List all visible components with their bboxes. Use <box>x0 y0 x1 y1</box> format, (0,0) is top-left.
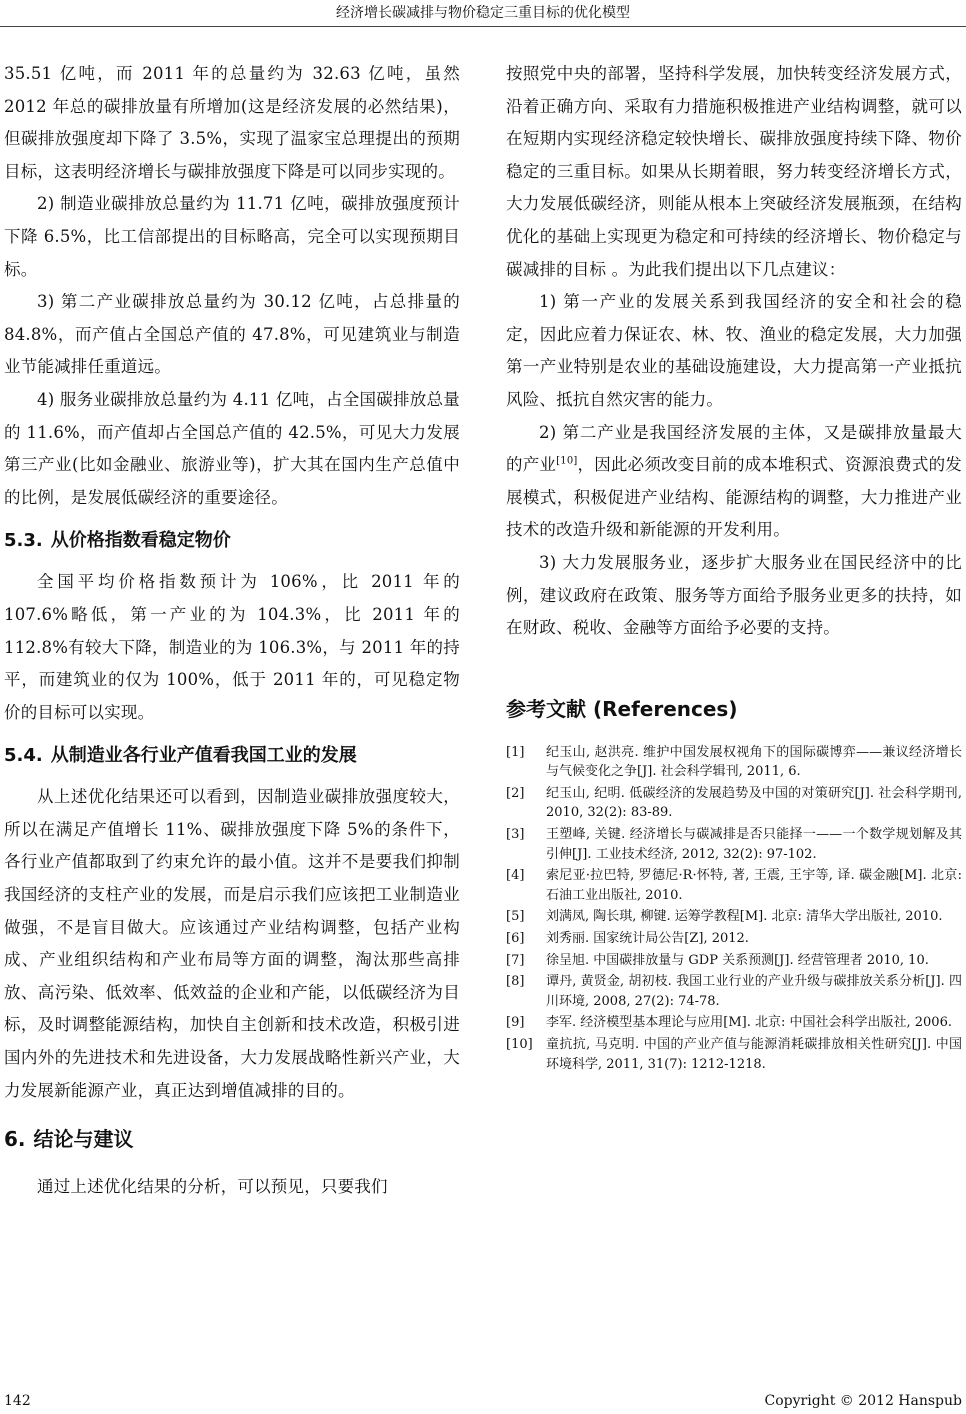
paragraph-recommendation-3: 3) 大力发展服务业，逐步扩大服务业在国民经济中的比例，建议政府在政策、服务等方面给予服务业更多的扶持，如在财政、税收、金融等方面给予必要的支持。 <box>506 552 962 638</box>
reference-text: 王塑峰, 关键. 经济增长与碳减排是否只能择一——一个数学规划解及其引伸[J]. 工业技术经济, 2012, 32(2): 97-102. <box>546 827 962 862</box>
paragraph-item-2: 2) 制造业碳排放总量约为 11.71 亿吨，碳排放强度预计下降 6.5%，比工信部提出的目标略高，完全可以实现预期目标。 <box>4 194 460 279</box>
section-number: 5.4. <box>4 745 43 767</box>
reference-item <box>506 951 962 971</box>
reference-text: 李军. 经济模型基本理论与应用[M]. 北京: 中国社会科学出版社, 2006. <box>546 1015 952 1031</box>
section-5-4-heading <box>4 743 460 769</box>
reference-number: [3] <box>506 827 525 843</box>
paragraph-continued: 按照党中央的部署，坚持科学发展，加快转变经济发展方式，沿着正确方向、采取有力措施积极推进产业结构调整，就可以在短期内实现经济稳定较快增长、碳排放强度持续下降、物价稳定的三重目标。如果从长期着眼，努力转变经济增长方式，大力发展低碳经济，则能从根本上突破经济发展瓶颈，在结构优化的基础上实现更为稳定和可持续的经济增长、物价稳定与碳减排的目标 。为此我们提出以下几点建议： <box>506 64 962 279</box>
section-5-3-heading <box>4 528 460 554</box>
citation-link[interactable]: [10] <box>556 455 578 467</box>
reference-number: [1] <box>506 744 525 760</box>
reference-item <box>506 825 962 864</box>
reference-item <box>506 929 962 949</box>
reference-number: [2] <box>506 785 525 801</box>
section-number: 6. <box>4 1127 26 1152</box>
section-title: 从价格指数看稳定物价 <box>50 530 231 552</box>
paragraph-section-5-3: 全国平均价格指数预计为 106%，比 2011 年的 107.6%略低，第一产业的为 104.3%，比 2011 年的 112.8%有较大下降，制造业的为 106.3%，与 2011 年的持平，而建筑业的仅为 100%，低于 2011 年的，可见稳定物价的目标可以实现。 <box>4 572 460 722</box>
paragraph-recommendation-2 <box>506 417 962 547</box>
references-list <box>506 743 962 1075</box>
page-number: 142 <box>4 1393 31 1409</box>
right-column <box>506 58 962 1076</box>
reference-text: 索尼亚·拉巴特, 罗德尼·R·怀特, 著, 王震, 王宇等, 译. 碳金融[M]. 北京: 石油工业出版社, 2010. <box>546 868 962 903</box>
recommendation-2-text-a: 2) 第二产业是我国经济发展的主体，又是碳排放量最大的产业 <box>506 422 962 475</box>
reference-item <box>506 972 962 1011</box>
references-heading: 参考文献 (References) <box>506 696 738 721</box>
reference-number: [7] <box>506 952 525 968</box>
reference-text: 徐呈旭. 中国碳排放量与 GDP 关系预测[J]. 经营管理者 2010, 10. <box>546 952 929 968</box>
reference-number: [4] <box>506 868 525 884</box>
paragraph-recommendation-1: 1) 第一产业的发展关系到我国经济的安全和社会的稳定，因此应着力保证农、林、牧、渔业的稳定发展，大力加强第一产业特别是农业的基础设施建设，大力提高第一产业抵抗风险、抵抗自然灾害的能力。 <box>506 292 962 409</box>
recommendation-2-text-b: ，因此必须改变目前的成本堆积式、资源浪费式的发展模式，积极促进产业结构、能源结构的调整，大力推进产业技术的改造升级和新能源的开发利用。 <box>506 455 962 540</box>
reference-text: 童抗抗, 马克明. 中国的产业产值与能源消耗碳排放相关性研究[J]. 中国环境科学, 2011, 31(7): 1212-1218. <box>546 1037 962 1072</box>
reference-text: 纪玉山, 赵洪亮. 维护中国发展权视角下的国际碳博弈——兼议经济增长与气候变化之争[J]. 社会科学辑刊, 2011, 6. <box>546 744 962 780</box>
reference-number: [10] <box>506 1037 533 1052</box>
reference-number: [9] <box>506 1015 525 1031</box>
section-title: 从制造业各行业产值看我国工业的发展 <box>50 745 357 767</box>
section-6-heading <box>4 1125 460 1153</box>
reference-text: 谭丹, 黄贤金, 胡初枝. 我国工业行业的产业升级与碳排放关系分析[J]. 四川环境, 2008, 27(2): 74-78. <box>546 974 962 1009</box>
section-number: 5.3. <box>4 530 43 552</box>
reference-text: 刘秀丽. 国家统计局公告[Z], 2012. <box>546 931 749 947</box>
left-column <box>4 58 460 1204</box>
paragraph-intro: 35.51 亿吨，而 2011 年的总量约为 32.63 亿吨，虽然 2012 年总的碳排放量有所增加(这是经济发展的必然结果)，但碳排放强度却下降了 3.5%，实现了温家宝总理提出的预期目标，这表明经济增长与碳排放强度下降是可以同步实现的。 <box>4 64 460 181</box>
reference-item <box>506 1013 962 1033</box>
page-footer <box>0 1390 966 1412</box>
copyright-notice: Copyright © 2012 Hanspub <box>764 1393 962 1409</box>
reference-item <box>506 907 962 927</box>
section-title: 结论与建议 <box>33 1127 134 1152</box>
paragraph-section-5-4: 从上述优化结果还可以看到，因制造业碳排放强度较大，所以在满足产值增长 11%、碳排放强度下降 5%的条件下，各行业产值都取到了约束允许的最小值。这并不是要我们抑制我国经济的支柱产业的发展，而是启示我们应该把工业制造业做强，不是盲目做大。应该通过产业结构调整，包括产业构成、产业组织结构和产业布局等方面的调整，淘汰那些高排放、高污染、低效率、低效益的企业和产能，以低碳经济为目标，及时调整能源结构，加快自主创新和技术改造，积极引进国内外的先进技术和先进设备，大力发展战略性新兴产业，大力发展新能源产业，真正达到增值减排的目的。 <box>4 787 460 1100</box>
running-header: 经济增长碳减排与物价稳定三重目标的优化模型 <box>0 0 966 27</box>
reference-number: [8] <box>506 974 525 990</box>
reference-number: [5] <box>506 909 525 925</box>
reference-item <box>506 784 962 823</box>
reference-text: 纪玉山, 纪明. 低碳经济的发展趋势及中国的对策研究[J]. 社会科学期刊, 2010, 32(2): 83-89. <box>546 785 962 821</box>
paragraph-section-6: 通过上述优化结果的分析，可以预见，只要我们 <box>37 1177 388 1197</box>
reference-number: [6] <box>506 931 525 947</box>
paragraph-item-3: 3) 第二产业碳排放总量约为 30.12 亿吨，占总排量的 84.8%，而产值占全国总产值的 47.8%，可见建筑业与制造业节能减排任重道远。 <box>4 292 460 377</box>
reference-item <box>506 866 962 905</box>
reference-item <box>506 743 962 782</box>
reference-item <box>506 1035 962 1074</box>
paragraph-item-4: 4) 服务业碳排放总量约为 4.11 亿吨，占全国碳排放总量的 11.6%，而产值却占全国总产值的 42.5%，可见大力发展第三产业(比如金融业、旅游业等)，扩大其在国内生产总值中的比例，是发展低碳经济的重要途径。 <box>4 389 460 507</box>
reference-text: 刘满凤, 陶长琪, 柳键. 运筹学教程[M]. 北京: 清华大学出版社, 2010. <box>546 909 943 925</box>
